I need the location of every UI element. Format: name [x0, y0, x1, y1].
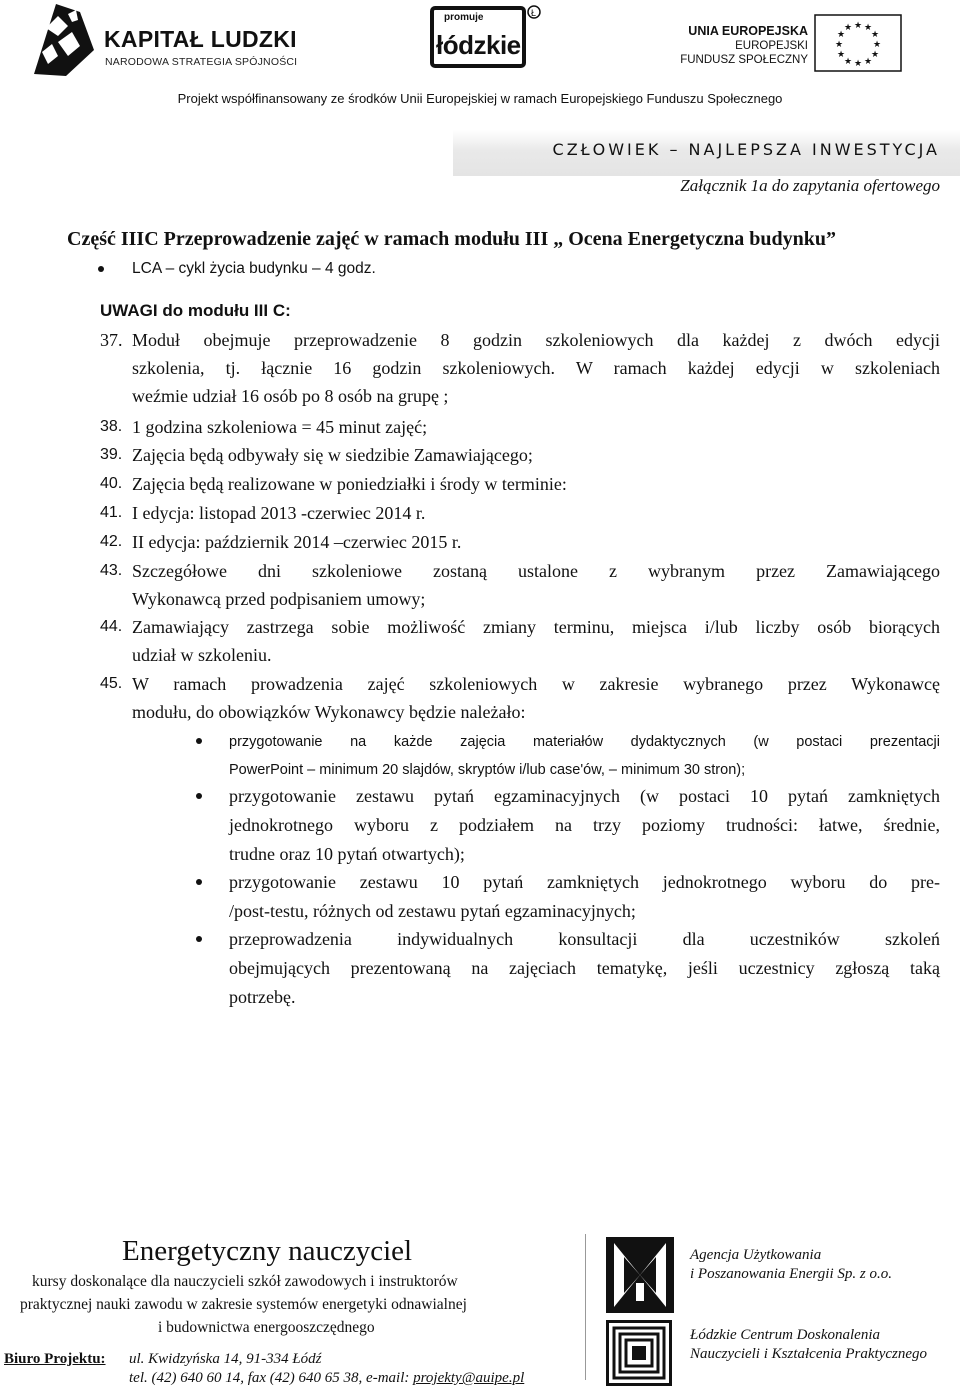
note-number: 44. — [100, 618, 123, 635]
org-lcdn-line-2: Nauczycieli i Kształcenia Praktycznego — [690, 1346, 928, 1362]
duty-line: obejmujących prezentowaną na zajęciach tematykę, jeśli uczestnicy zgłoszą taką — [229, 958, 940, 978]
top-bullet-text: LCA – cykl życia budynku – 4 godz. — [132, 260, 376, 277]
org-lcdn-name — [690, 1326, 927, 1364]
lcdn-logo-icon — [606, 1320, 672, 1386]
note-number: 40. — [100, 475, 123, 492]
note-line: Zajęcia będą realizowane w poniedziałki i środy w terminie: — [132, 474, 567, 494]
bullet-dot — [196, 793, 202, 799]
kapital-ludzki-title: KAPITAŁ LUDZKI — [104, 26, 297, 52]
svg-text:★: ★ — [844, 57, 853, 67]
svg-text:★: ★ — [854, 21, 863, 31]
note-line: I edycja: listopad 2013 -czerwiec 2014 r. — [132, 503, 426, 523]
svg-text:★: ★ — [864, 57, 873, 67]
duty-line: jednokrotnego wyboru z podziałem na trzy poziomy trudności: łatwe, średnie, — [229, 815, 940, 835]
footer-project-title: Energetyczny nauczyciel — [122, 1235, 413, 1267]
lodzkie-label: łódzkie — [436, 30, 521, 60]
note-line: Wykonawcą przed podpisaniem umowy; — [132, 589, 426, 609]
duty-line: potrzebę. — [229, 987, 296, 1007]
org-auipe-line-2: i Poszanowania Energii Sp. z o.o. — [690, 1266, 892, 1282]
duty-line: przygotowanie zestawu 10 pytań zamkniętych jednokrotnego wyboru do pre- — [229, 872, 940, 892]
promuje-label: promuje — [444, 12, 484, 23]
attachment-label: Załącznik 1a do zapytania ofertowego — [680, 176, 940, 195]
eu-line-3: FUNDUSZ SPOŁECZNY — [680, 54, 808, 66]
note-number: 39. — [100, 446, 123, 463]
contact-email-link[interactable]: projekty@auipe.pl — [413, 1370, 525, 1386]
org-auipe-line-1: Agencja Użytkowania — [690, 1247, 822, 1263]
kapital-ludzki-emblem-icon — [28, 2, 104, 78]
part-title: Część IIIC Przeprowadzenie zajęć w ramach modułu III „ Ocena Energetyczna budynku” — [67, 228, 837, 250]
duty-line: przygotowanie na każde zajęcia materiałów dydaktycznych (w postaci prezentacji — [229, 734, 940, 750]
duty-line: /post-testu, różnych od zestawu pytań egzaminacyjnych; — [229, 901, 636, 921]
svg-text:★: ★ — [871, 50, 880, 60]
note-number: 43. — [100, 562, 123, 579]
org-auipe-name — [690, 1246, 892, 1284]
auipe-logo-icon — [606, 1237, 674, 1313]
project-cofinancing-line: Projekt współfinansowany ze środków Unii Europejskiej w ramach Europejskiego Funduszu Społecznego — [177, 91, 783, 106]
note-number: 45. — [100, 675, 123, 692]
note-line: Moduł obejmuje przeprowadzenie 8 godzin szkoleniowych dla każdej z dwóch edycji — [132, 330, 940, 350]
note-line: Szczegółowe dni szkoleniowe zostaną ustalone z wybranym przez Zamawiającego — [132, 561, 940, 581]
slogan: CZŁOWIEK – NAJLEPSZA INWESTYCJA — [552, 140, 940, 159]
duty-line: trudne oraz 10 pytań otwartych); — [229, 844, 465, 864]
svg-text:Ł: Ł — [531, 8, 537, 18]
note-number: 41. — [100, 504, 123, 521]
eu-logo — [680, 14, 902, 72]
footer-description-line: i budownictwa energooszczędnego — [158, 1319, 375, 1336]
svg-text:★: ★ — [844, 23, 853, 33]
eu-flag-icon — [814, 14, 902, 72]
bullet-dot — [196, 879, 202, 885]
kapital-ludzki-subtitle: NARODOWA STRATEGIA SPÓJNOŚCI — [105, 56, 298, 68]
contact-phones: tel. (42) 640 60 14, fax (42) 640 65 38, e-mail: — [129, 1370, 414, 1386]
bullet-dot — [196, 738, 202, 744]
eu-line-1: UNIA EUROPEJSKA — [688, 24, 808, 38]
org-lcdn-line-1: Łódzkie Centrum Doskonalenia — [690, 1327, 880, 1343]
note-line: 1 godzina szkoleniowa = 45 minut zajęć; — [132, 417, 428, 437]
svg-text:★: ★ — [854, 59, 863, 69]
note-number: 37. — [100, 330, 123, 350]
project-office-contact — [129, 1370, 524, 1387]
svg-text:★: ★ — [864, 23, 873, 33]
bullet-dot — [98, 266, 104, 272]
footer-description-line: praktycznej nauki zawodu w zakresie systemów energetyki odnawialnej — [20, 1296, 467, 1313]
note-line: szkolenia, tj. łącznie 16 godzin szkoleniowych. W ramach każdej edycji w szkoleniach — [132, 358, 940, 378]
note-number: 38. — [100, 418, 123, 435]
project-office-label: Biuro Projektu: — [4, 1351, 106, 1367]
note-line: weźmie udział 16 osób po 8 osób na grupę ; — [132, 386, 449, 406]
kapital-ludzki-logo — [28, 2, 348, 78]
footer-divider — [585, 1234, 586, 1380]
duty-line: PowerPoint – minimum 20 slajdów, skryptów i/lub case'ów, – minimum 30 stron); — [229, 762, 746, 778]
note-number: 42. — [100, 533, 123, 550]
duty-line: przeprowadzenia indywidualnych konsultacji dla uczestników szkoleń — [229, 929, 940, 949]
note-line: II edycja: październik 2014 –czerwiec 2015 r. — [132, 532, 462, 552]
svg-text:★: ★ — [873, 40, 882, 50]
note-line: Zamawiający zastrzega sobie możliwość zmiany terminu, miejsca i/lub liczby osób biorących — [132, 617, 940, 637]
note-line: modułu, do obowiązków Wykonawcy będzie należało: — [132, 702, 526, 722]
note-line: Zajęcia będą odbywały się w siedzibie Zamawiającego; — [132, 445, 533, 465]
svg-text:★: ★ — [835, 40, 844, 50]
promuje-lodzkie-logo — [430, 4, 542, 70]
note-line: W ramach prowadzenia zajęć szkoleniowych w zakresie wybranego przez Wykonawcę — [132, 674, 940, 694]
footer-description-line: kursy doskonalące dla nauczycieli szkół zawodowych i instruktorów — [32, 1273, 458, 1290]
note-line: udział w szkoleniu. — [132, 645, 272, 665]
notes-heading: UWAGI do modułu III C: — [100, 301, 291, 320]
eu-line-2: EUROPEJSKI — [735, 40, 808, 52]
duty-line: przygotowanie zestawu pytań egzaminacyjnych (w postaci 10 pytań zamkniętych — [229, 786, 940, 806]
svg-text:★: ★ — [871, 30, 880, 40]
bullet-dot — [196, 936, 202, 942]
svg-text:★: ★ — [837, 50, 846, 60]
svg-text:★: ★ — [837, 30, 846, 40]
project-office-address: ul. Kwidzyńska 14, 91-334 Łódź — [129, 1351, 322, 1367]
